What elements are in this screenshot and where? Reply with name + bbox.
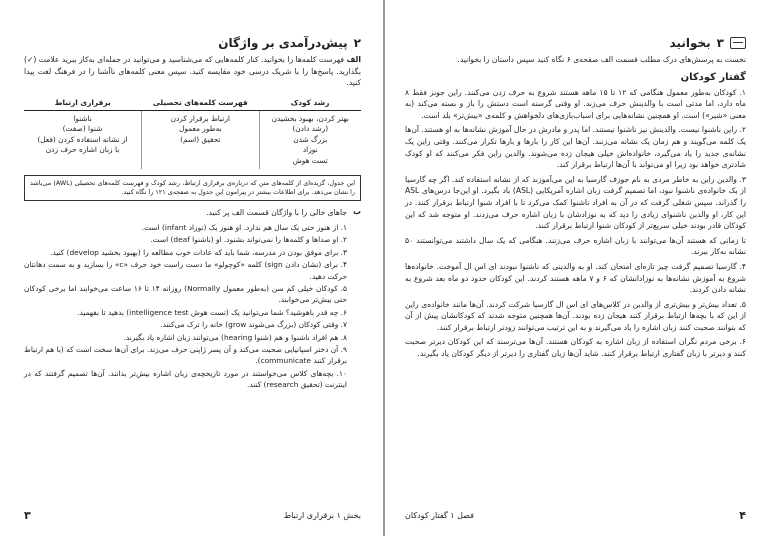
section-title: پیش‌درآمدی بر واژگان bbox=[218, 36, 348, 50]
passage-paragraph: ۳. والدین راین به خاطر مردی به نام جوزف گارسیا به این می‌آموزند که از نشانه استفاده کند. اگر چه گارسیا از یک خانواده‌ی ناشنوا نبود، اما تصمیم گرفت زبان اشاره آمریکایی (ASL) یاد بگیرد. او این‌جا درس‌های ASL را گذراند. سپس شغلی گرفت که در آن به افراد ناشنوا کمک می‌کرد تا با افراد شنوا ارتباط برقرار کنند. در این کار، او والدین ناشنوای زیادی را دید که به نوزادشان با زبان اشاره حرف می‌زدند. او متوجه شد که این کودکان قادر بودند خیلی سریع‌تر از کودکان شنوا ارتباط برقرار کنند. bbox=[405, 174, 746, 231]
footer-chapter: فصل ۱ گفتار کودکان bbox=[405, 511, 474, 520]
table-cell: نوزاد bbox=[302, 145, 318, 155]
list-item: ۱۰. بچه‌های کلاس می‌خواستند در مورد تاریخچه‌ی زبان اشاره بیش‌تر بدانند. آن‌ها تصمیم گرفتند که در اینترنت (تحقیق research) کنند. bbox=[24, 368, 347, 390]
list-item: ۱. از هنوز حتی یک سال هم ندارد. او هنوز یک (نوزاد infant) است. bbox=[141, 222, 347, 232]
table-header-academic-word-list: فهرست کلمه‌های تحصیلی bbox=[142, 95, 260, 111]
vocabulary-table bbox=[24, 95, 361, 170]
table-cell: بهتر کردن، بهبود بخشیدن bbox=[271, 113, 349, 123]
passage-paragraph: ۱. کودکان به‌طور معمول هنگامی که ۱۲ تا ۱۵ ماهه هستند شروع به حرف زدن می‌کنند. راین جونز فقط ۸ ماه دارد، اما مدتی است با والدینش حرف می‌زند. او وقتی گرسنه است دستش را باز و بسته می‌کند (به معنی «شیر») است. او همچنین نشانه‌هایی برای اسباب‌بازی‌های دلخواهش و کلمه‌ی «بیش‌تر» بلد است. bbox=[405, 87, 746, 120]
reading-title: گفتار کودکان bbox=[680, 71, 746, 83]
passage-paragraph: ۲. راین ناشنوا نیست. والدینش نیز ناشنوا نیستند. اما پدر و مادرش در حال آموزش نشانه‌ها به او هستند. آن‌ها یک کلمه می‌گویند و هم زمان یک نشانه می‌زنند. آن‌ها این کار را بارها و بارها تکرار می‌کنند. وقتی راین یک نشانه‌ی جدید را یاد می‌گیرد، خانواده‌اش خیلی هیجان زده می‌شوند. والدین راین فکر می‌کنند که او کودک شادتری خواهد بود زیرا او می‌تواند با آن‌ها ارتباط برقرار کند. bbox=[405, 125, 746, 170]
footer-chapter: بخش ۱ برقراری ارتباط bbox=[283, 511, 361, 520]
section-title: بخوانید bbox=[669, 36, 711, 50]
table-cell: به‌طور معمول bbox=[178, 124, 222, 134]
left-page bbox=[0, 0, 383, 536]
section-heading bbox=[405, 36, 746, 50]
table-col-communication bbox=[24, 110, 142, 169]
section-number: ۲ bbox=[353, 36, 361, 50]
table-note: این جدول، گزیده‌ای از کلمه‌های متن که درباره‌ی برقراری ارتباط، رشد کودک و فهرست کلمه‌های تحصیلی (AWL) می‌باشد را نشان می‌دهد. برای اطلاعات بیشتر در پیرامون این جدول به صفحه‌ی ۱۲۱ را نگاه کنید. bbox=[24, 175, 361, 201]
table-cell: با زبان اشاره حرف زدن bbox=[45, 145, 120, 155]
passage-paragraph: ۶. برخی مردم نگران استفاده از زبان اشاره به کودکان هستند. آن‌ها می‌ترسند که این کودکان دیرتر صحبت کنند و دیرتر با زبان گفتاری ارتباط برقرار کنند. شاید آن‌ها زبان گفتاری را دیرتر از دیگر کودکان یاد بگیرند. bbox=[405, 337, 746, 359]
table-cell: بزرگ شدن bbox=[293, 134, 328, 144]
table-header-communication: برقراری ارتباط bbox=[24, 95, 142, 111]
list-item: ۶. چه قدر باهوشید؟ شما می‌توانید یک (تست هوش intelligence test) بدهید تا بفهمید. bbox=[77, 307, 347, 317]
list-item: ۴. برای (نشان دادن sign) کلمه «کوچولو» ما دست راست خود حرف «c» را بسازید و به سمت دهانتان حرکت دهید. bbox=[24, 260, 347, 281]
instruction-b: جاهای خالی را با واژگان قسمت الف پر کنید. bbox=[206, 208, 347, 218]
table-cell: (رشد دادن) bbox=[292, 124, 329, 134]
table-col-academic-words bbox=[142, 110, 260, 169]
exercise-list bbox=[24, 222, 347, 391]
list-item: ۹. آن دختر اسپانیایی صحبت می‌کند و آن پسر ژاپنی حرف می‌زند. برای آن‌ها سخت است که (با هم ارتباط برقرار کنند communicate). bbox=[24, 344, 347, 366]
label-a: الف bbox=[346, 55, 361, 64]
instruction-a bbox=[24, 54, 361, 89]
table-cell: شنوا (صفت) bbox=[62, 124, 103, 134]
audio-icon bbox=[730, 37, 746, 49]
table-cell: ارتباط برقرار کردن bbox=[170, 113, 230, 123]
passage-paragraph: تا زمانی که هستند آن‌ها می‌توانند با زبان اشاره حرف می‌زنند. هنگامی که یک سال داشتند می‌توانستند ۵۰ نشانه به‌کار ببرند. bbox=[405, 235, 746, 257]
list-item: ۷. وقتی کودکان (بزرگ می‌شوند grow) خانه را ترک می‌کنند. bbox=[160, 320, 347, 330]
list-item: ۵. کودکان خیلی کم سن (به‌طور معمول Normally) روزانه ۱۴ تا ۱۶ ساعت می‌خوابند اما برخی کودکان حتی بیش‌تر می‌خوابند. bbox=[24, 283, 347, 305]
passage-paragraph: ۵. تعداد بیش‌تر و بیش‌تری از والدین در کلاس‌های ای اس ال گارسیا شرکت کردند. آن‌ها مانند خانواده‌ی راین از این که با بچه‌ها ارتباط برقرار کنند هیجان زده بودند. آن‌ها همچنین متوجه شدند که کودکانشان پیش از آن که بتوانند صحبت کنند زبان اشاره را یاد می‌گیرند و به این ترتیب می‌توانند زودتر ارتباط برقرار کنند. bbox=[405, 299, 746, 332]
section-heading bbox=[24, 36, 361, 50]
right-page bbox=[385, 0, 768, 536]
table-header-child-development: رشد کودک bbox=[259, 95, 361, 111]
list-item: ۲. او صداها و کلمه‌ها را نمی‌تواند بشنود. او (ناشنوا deaf) است. bbox=[150, 235, 347, 245]
page-number: ۴ bbox=[739, 509, 746, 522]
reading-passage bbox=[405, 87, 746, 360]
label-b: ب bbox=[352, 207, 361, 217]
section-number: ۳ bbox=[716, 36, 724, 50]
table-col-child-development bbox=[259, 110, 361, 169]
list-item: ۳. برای موفق بودن در مدرسه، شما باید که عادات خوب مطالعه را (بهبود بخشید develop) کنید. bbox=[49, 247, 347, 257]
table-cell: ناشنوا bbox=[73, 113, 92, 123]
page-footer bbox=[24, 509, 361, 522]
table-cell: تحقیق (اسم) bbox=[180, 134, 221, 144]
page-number: ۳ bbox=[24, 509, 31, 522]
page-footer bbox=[405, 509, 746, 522]
reading-instruction: نخست به پرسش‌های درک مطلب قسمت الف صفحه‌ی ۶ نگاه کنید سپس داستان را بخوانید. bbox=[457, 55, 746, 64]
table-cell: تست هوش bbox=[292, 155, 328, 165]
exercise-b bbox=[24, 207, 361, 391]
passage-paragraph: ۴. گارسیا تصمیم گرفت چیز تازه‌ای امتحان کند. او به والدینی که ناشنوا نبودند ای اس ال آموخت. خانواده‌ها شروع به آموزش نشانه‌ها به نوزادانشان که ۶ و ۷ ماهه هستند کردند. این کودکان حدود دو ماه بعد شروع به نشانه دادن کردند. bbox=[405, 261, 746, 295]
list-item: ۸. هم افراد ناشنوا و هم (شنوا hearing) می‌توانند زبان اشاره یاد بگیرند. bbox=[123, 332, 347, 342]
table-cell: از نشانه استفاده کردن (فعل) bbox=[37, 134, 128, 144]
instruction-a-text: فهرست کلمه‌ها را بخوانید. کنار کلمه‌هایی که می‌شناسید و می‌توانید در جمله‌ای به‌کار ببرید علامت (✓) بگذارید. پاسخ‌ها را با شریک درسی خود مقایسه کنید. سپس معنی کلمه‌های ناآشنا را در فرهنگ لغت پیدا کنید. bbox=[24, 55, 361, 88]
